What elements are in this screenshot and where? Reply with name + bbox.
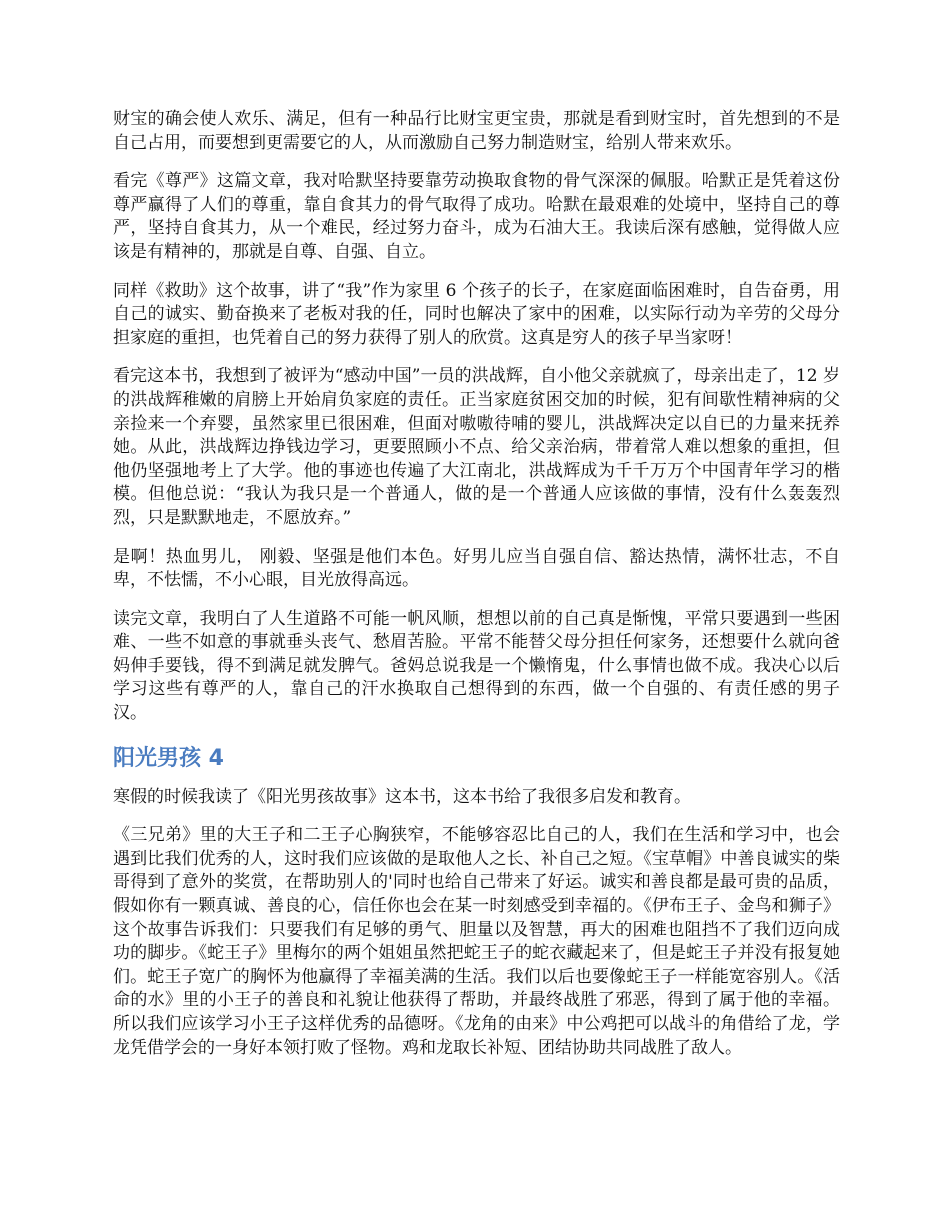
document-page (113, 108, 840, 1075)
paragraph-hong-zhanhui: 看完这本书，我想到了被评为“感动中国”一员的洪战辉，自小他父亲就疯了，母亲出走了，12 岁的洪战辉稚嫩的肩膀上开始肩负家庭的责任。正当家庭贫困交加的时候，犯有间歇性精神病的父亲捡来一个弃婴，虽然家里已很困难，但面对嗷嗷待哺的婴儿，洪战辉决定以自已的力量来抚养她。从此，洪战辉边挣钱边学习，更要照顾小不点、给父亲治病，带着常人难以想象的重担，但他仍坚强地考上了大学。他的事迹也传遍了大江南北，洪战辉成为千千万万个中国青年学习的楷模。但他总说：“我认为我只是一个普通人，做的是一个普通人应该做的事情，没有什么轰轰烈烈，只是默默地走，不愿放弃。” (113, 366, 840, 528)
paragraph-dignity: 看完《尊严》这篇文章，我对哈默坚持要靠劳动换取食物的骨气深深的佩服。哈默正是凭着这份尊严赢得了人们的尊重，靠自食其力的骨气取得了成功。哈默在最艰难的处境中，坚持自己的尊严，坚持自食其力，从一个难民，经过努力奋斗，成为石油大王。我读后深有感触，觉得做人应该是有精神的，那就是自尊、自强、自立。 (113, 171, 840, 262)
paragraph-intro: 寒假的时候我读了《阳光男孩故事》这本书，这本书给了我很多启发和教育。 (113, 786, 691, 807)
paragraph-treasure: 财宝的确会使人欢乐、满足，但有一种品行比财宝更宝贵，那就是看到财宝时，首先想到的不是自己占用，而要想到更需要它的人，从而激励自己努力制造财宝，给别人带来欢乐。 (113, 109, 840, 153)
paragraph-rescue: 同样《救助》这个故事，讲了“我”作为家里 6 个孩子的长子，在家庭面临困难时，自告奋勇，用自己的诚实、勤奋换来了老板对我的任，同时也解决了家中的困难，以实际行动为辛劳的父母分担家庭的重担，也凭着自己的努力获得了别人的欣赏。这真是穷人的孩子早当家呀！ (113, 280, 840, 348)
paragraph-stories: 《三兄弟》里的大王子和二王子心胸狭窄，不能够容忍比自己的人，我们在生活和学习中，也会遇到比我们优秀的人，这时我们应该做的是取他人之长、补自己之短。《宝草帽》中善良诚实的柴哥得到了意外的奖赏，在帮助别人的'同时也给自己带来了好运。诚实和善良都是最可贵的品质，假如你有一颗真诚、善良的心，信任你也会在某一时刻感受到幸福的。《伊布王子、金鸟和狮子》这个故事告诉我们：只要我们有足够的勇气、胆量以及智慧，再大的困难也阻挡不了我们迈向成功的脚步。《蛇王子》里梅尔的两个姐姐虽然把蛇王子的蛇衣藏起来了，但是蛇王子并没有报复她们。蛇王子宽广的胸怀为他赢得了幸福美满的生活。我们以后也要像蛇王子一样能宽容别人。《活命的水》里的小王子的善良和礼貌让他获得了帮助，并最终战胜了邪恶，得到了属于他的幸福。所以我们应该学习小王子这样优秀的品德呀。《龙角的由来》中公鸡把可以战斗的角借给了龙，学龙凭借学会的一身好本领打败了怪物。鸡和龙取长补短、团结协助共同战胜了敌人。 (113, 825, 840, 1058)
paragraph-good-man: 是啊！热血男儿， 刚毅、坚强是他们本色。好男儿应当自强自信、豁达热情，满怀壮志，不自卑，不怯懦，不小心眼，目光放得高远。 (113, 546, 840, 591)
paragraph-reflection: 读完文章，我明白了人生道路不可能一帆风顺，想想以前的自己真是惭愧，平常只要遇到一些困难、一些不如意的事就垂头丧气、愁眉苦脸。平常不能替父母分担任何家务，还想要什么就向爸妈伸手要钱，得不到满足就发脾气。爸妈总说我是一个懒惰鬼，什么事情也做不成。我决心以后学习这些有尊严的人，靠自己的汗水换取自己想得到的东西，做一个自强的、有责任感的男子汉。 (113, 608, 840, 724)
section-heading: 阳光男孩 4 (113, 745, 224, 771)
